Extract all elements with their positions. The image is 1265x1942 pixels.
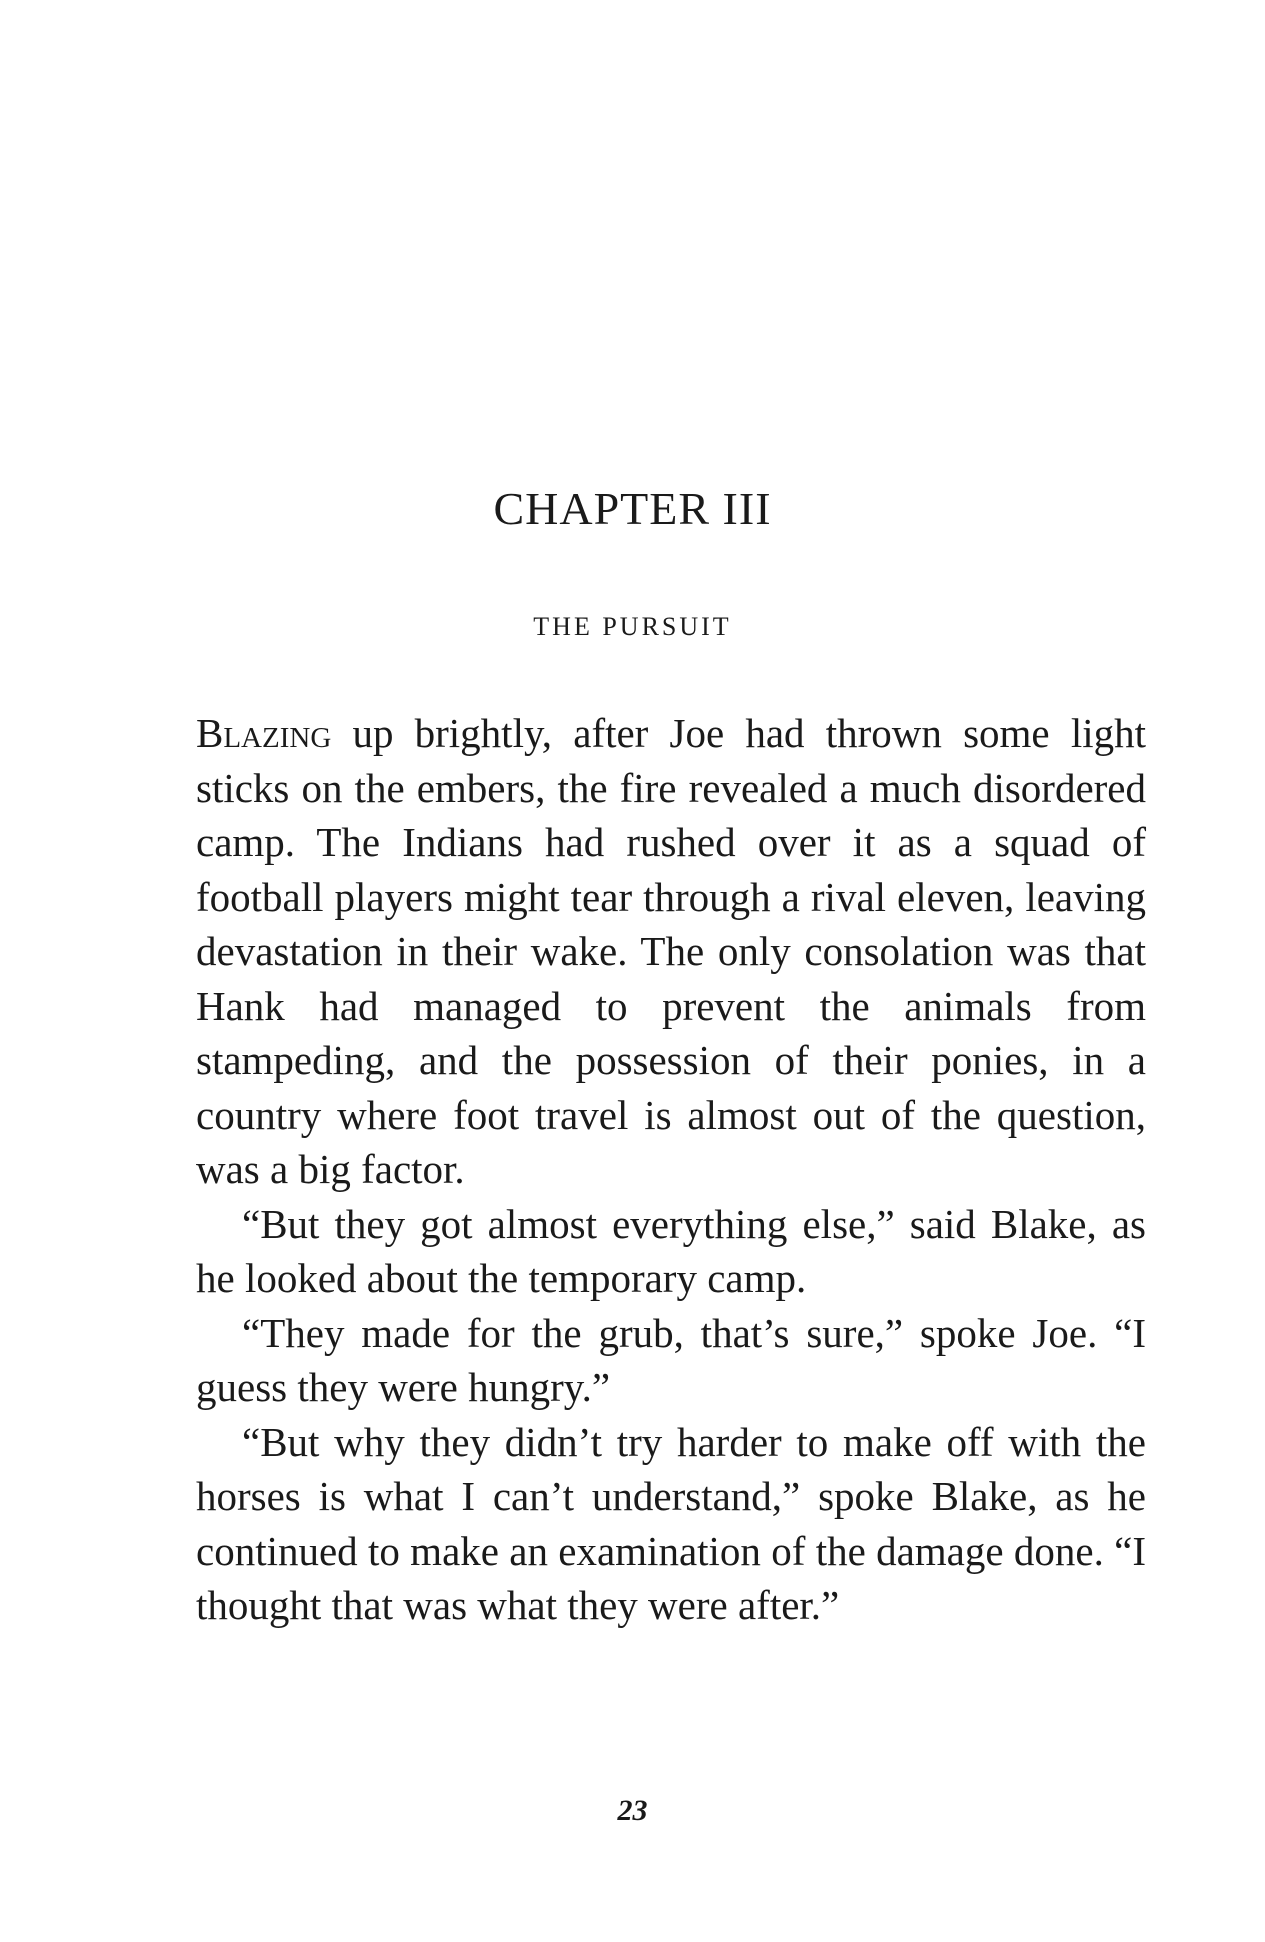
paragraph-3: “They made for the grub, that’s sure,” spoke Joe. “I guess they were hungry.” xyxy=(196,1309,1146,1410)
chapter-heading: CHAPTER III xyxy=(493,483,772,534)
paragraph-1 xyxy=(196,706,1146,1197)
lead-word: Blazing xyxy=(196,710,332,756)
paragraph-4: “But why they didn’t try harder to make off with the horses is what I can’t understand,” spoke Blake, as he continued to make an examination of the damage done. “I thought that was what they were after.” xyxy=(196,1418,1146,1628)
chapter-title: THE PURSUIT xyxy=(533,612,732,641)
paragraph-2: “But they got almost everything else,” said Blake, as he looked about the temporary camp. xyxy=(196,1200,1146,1301)
paragraph-1-text: up brightly, after Joe had thrown some light sticks on the embers, the fire revealed a much disordered camp. The Indians had rushed over it as a squad of football players might tear through a rival eleven, leaving devastation in their wake. The only consolation was that Hank had managed to prevent the animals from stampeding, and the possession of their ponies, in a country where foot travel is almost out of the question, was a big factor. xyxy=(196,710,1146,1192)
page-number: 23 xyxy=(617,1794,648,1827)
body-text xyxy=(196,706,1146,1633)
